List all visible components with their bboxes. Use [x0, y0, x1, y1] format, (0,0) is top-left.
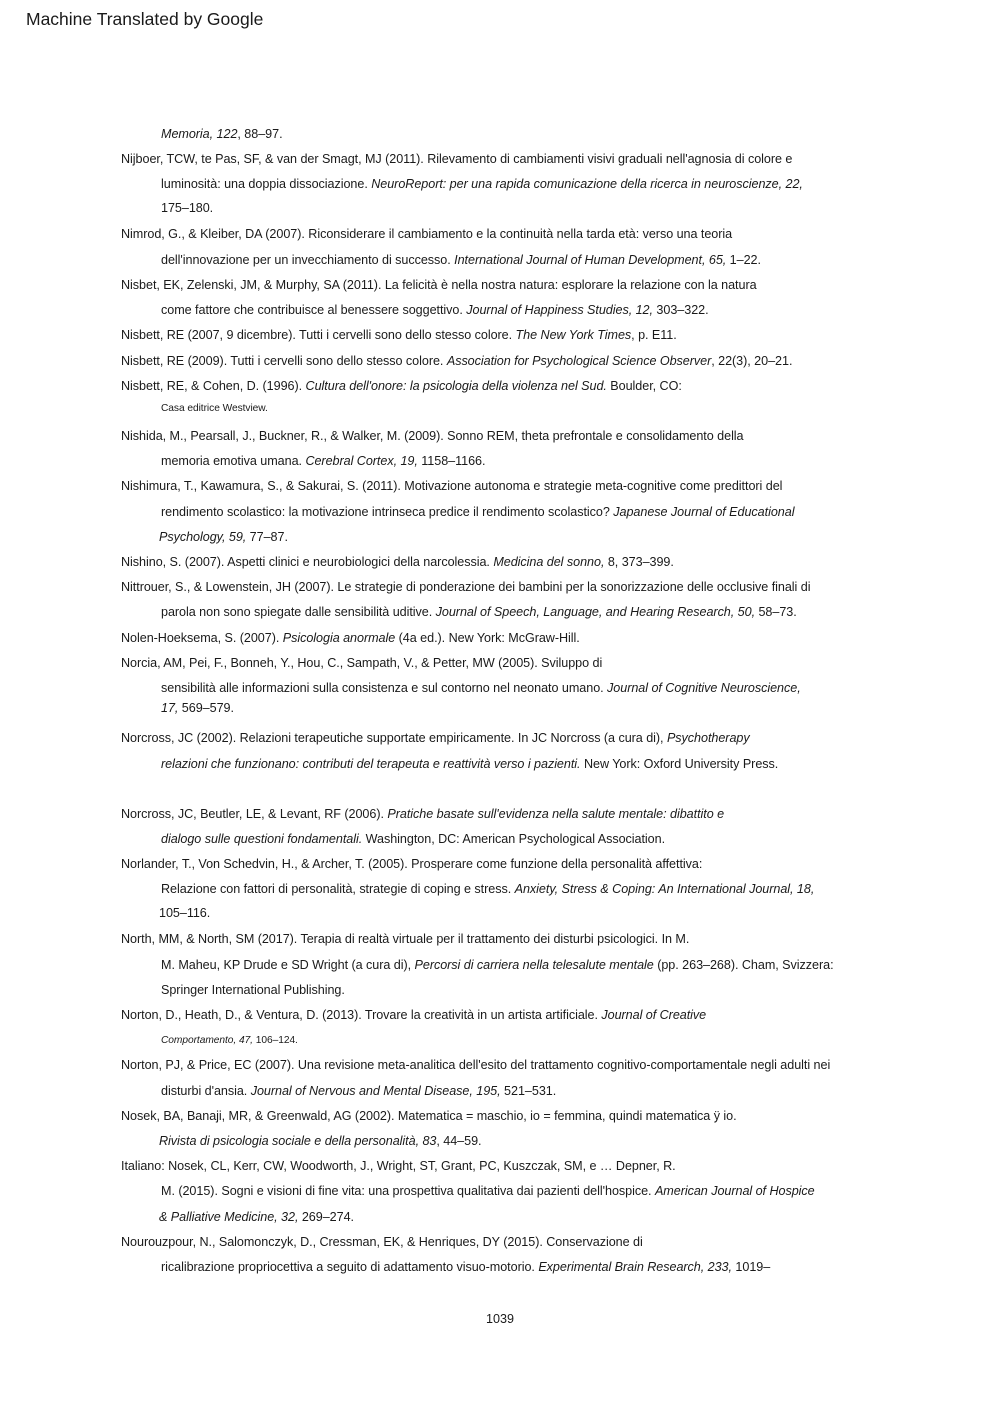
text: Norcross, JC, Beutler, LE, & Levant, RF (2006).	[121, 807, 388, 821]
italic-text: & Palliative Medicine, 32,	[159, 1210, 299, 1224]
italic-text: Pratiche basate sull'evidenza nella salute mentale: dibattito e	[387, 807, 725, 821]
italic-text: 17,	[161, 701, 179, 715]
italic-text: Journal of Nervous and Mental Disease, 195,	[250, 1084, 501, 1098]
italic-text: Japanese Journal of Educational	[613, 505, 795, 519]
text: dell'innovazione per un invecchiamento di successo.	[161, 253, 455, 267]
text: 521–531.	[500, 1084, 557, 1098]
text: Nishimura, T., Kawamura, S., & Sakurai, S. (2011). Motivazione autonoma e strategie meta-cognitive come predittori del	[121, 479, 783, 493]
italic-text: Rivista di psicologia sociale e della personalità, 83	[159, 1134, 437, 1148]
italic-text: Comportamento, 47,	[161, 1035, 253, 1046]
italic-text: American Journal of Hospice	[654, 1184, 815, 1198]
italic-text: Anxiety, Stress & Coping: An International Journal, 18,	[514, 882, 815, 896]
italic-text: Memoria, 122	[161, 127, 238, 141]
text: 1–22.	[726, 253, 761, 267]
italic-text: Psicologia anormale	[282, 631, 396, 645]
reference-line	[121, 579, 810, 595]
text: Casa editrice Westview.	[161, 403, 268, 414]
reference-line	[121, 478, 782, 494]
italic-text: Journal of Happiness Studies, 12,	[466, 303, 653, 317]
italic-text: Journal of Creative	[601, 1008, 707, 1022]
page-number: 1039	[485, 1312, 515, 1326]
text: Italiano: Nosek, CL, Kerr, CW, Woodworth, J., Wright, ST, Grant, PC, Kuszczak, SM, e … Depner, R.	[121, 1159, 676, 1173]
reference-line	[161, 881, 814, 897]
reference-line	[121, 1057, 830, 1073]
reference-line	[159, 1133, 482, 1149]
reference-line	[161, 1183, 815, 1199]
text: Nishino, S. (2007). Aspetti clinici e neurobiologici della narcolessia.	[121, 555, 494, 569]
text: Nittrouer, S., & Lowenstein, JH (2007). Le strategie di ponderazione dei bambini per la sonorizzazione delle occlusive finali di	[121, 580, 811, 594]
text: parola non sono spiegate dalle sensibilità uditive.	[161, 605, 436, 619]
reference-line	[161, 176, 803, 192]
text: (4a ed.). New York: McGraw-Hill.	[395, 631, 580, 645]
text: 1019–	[731, 1260, 771, 1274]
text: Norcross, JC (2002). Relazioni terapeutiche supportate empiricamente. In JC Norcross (a cura di),	[121, 731, 667, 745]
text: Washington, DC: American Psychological Association.	[362, 832, 666, 846]
reference-line	[121, 806, 724, 822]
text: memoria emotiva umana.	[161, 454, 306, 468]
text: 1158–1166.	[417, 454, 486, 468]
reference-line	[121, 151, 792, 167]
italic-text: Cerebral Cortex, 19,	[305, 454, 418, 468]
text: , 44–59.	[436, 1134, 482, 1148]
reference-line	[161, 982, 345, 998]
italic-text: Association for Psychological Science Observer	[446, 354, 712, 368]
italic-text: Percorsi di carriera nella telesalute mentale	[414, 958, 654, 972]
reference-line	[161, 604, 797, 620]
text: Nolen-Hoeksema, S. (2007).	[121, 631, 283, 645]
text: Nosek, BA, Banaji, MR, & Greenwald, AG (2002). Matematica = maschio, io = femmina, quindi matematica ÿ io.	[121, 1109, 737, 1123]
reference-line	[121, 1007, 706, 1023]
reference-line	[161, 401, 268, 417]
reference-line	[121, 630, 580, 646]
reference-line	[161, 680, 801, 696]
text: 105–116.	[159, 906, 211, 920]
reference-line	[161, 252, 761, 268]
reference-line	[121, 856, 702, 872]
reference-line	[121, 428, 744, 444]
text: North, MM, & North, SM (2017). Terapia di realtà virtuale per il trattamento dei disturbi psicologici. In M.	[121, 932, 690, 946]
text: luminosità: una doppia dissociazione.	[161, 177, 372, 191]
reference-line	[121, 327, 677, 343]
text: come fattore che contribuisce al benessere soggettivo.	[161, 303, 467, 317]
reference-line	[161, 1259, 770, 1275]
reference-line	[121, 554, 674, 570]
reference-line	[121, 1158, 676, 1174]
reference-line	[161, 504, 794, 520]
text: Norton, D., Heath, D., & Ventura, D. (2013). Trovare la creatività in un artista artificiale.	[121, 1008, 602, 1022]
text: Boulder, CO:	[606, 379, 682, 393]
text: 8, 373–399.	[604, 555, 674, 569]
text: Norcia, AM, Pei, F., Bonneh, Y., Hou, C., Sampath, V., & Petter, MW (2005). Sviluppo di	[121, 656, 603, 670]
reference-line	[161, 453, 485, 469]
text: 269–274.	[298, 1210, 354, 1224]
reference-line	[161, 1083, 556, 1099]
text: Nisbett, RE (2009). Tutti i cervelli sono dello stesso colore.	[121, 354, 447, 368]
reference-line	[159, 905, 210, 921]
reference-line	[121, 1108, 737, 1124]
italic-text: dialogo sulle questioni fondamentali.	[161, 832, 363, 846]
text: 175–180.	[161, 201, 214, 215]
italic-text: International Journal of Human Development, 65,	[454, 253, 727, 267]
italic-text: The New York Times	[515, 328, 632, 342]
italic-text: Journal of Cognitive Neuroscience,	[607, 681, 801, 695]
italic-text: Journal of Speech, Language, and Hearing Research, 50,	[435, 605, 756, 619]
italic-text: relazioni che funzionano: contributi del terapeuta e reattività verso i pazienti.	[161, 757, 581, 771]
reference-line	[121, 353, 792, 369]
italic-text: Medicina del sonno,	[493, 555, 605, 569]
text: 77–87.	[246, 530, 288, 544]
reference-line	[121, 226, 732, 242]
text: (pp. 263–268). Cham, Svizzera:	[653, 958, 834, 972]
text: Nisbet, EK, Zelenski, JM, & Murphy, SA (2011). La felicità è nella nostra natura: esplorare la relazione con la natura	[121, 278, 757, 292]
reference-line	[121, 277, 757, 293]
text: sensibilità alle informazioni sulla consistenza e sul contorno nel neonato umano.	[161, 681, 608, 695]
reference-line	[121, 1234, 643, 1250]
reference-line	[161, 302, 709, 318]
italic-text: Cultura dell'onore: la psicologia della violenza nel Sud.	[305, 379, 607, 393]
text: Nijboer, TCW, te Pas, SF, & van der Smagt, MJ (2011). Rilevamento di cambiamenti visivi graduali nell'agnosia di colore e	[121, 152, 793, 166]
text: Nourouzpour, N., Salomonczyk, D., Cressman, EK, & Henriques, DY (2015). Conservazione di	[121, 1235, 643, 1249]
reference-line	[159, 1209, 354, 1225]
text: Relazione con fattori di personalità, strategie di coping e stress.	[161, 882, 515, 896]
text: M. Maheu, KP Drude e SD Wright (a cura di),	[161, 958, 415, 972]
reference-line	[161, 756, 778, 772]
reference-line	[161, 957, 834, 973]
text: New York: Oxford University Press.	[580, 757, 779, 771]
text: , 88–97.	[237, 127, 283, 141]
italic-text: Experimental Brain Research, 233,	[538, 1260, 732, 1274]
reference-line	[121, 378, 682, 394]
reference-line	[121, 931, 689, 947]
text: Norton, PJ, & Price, EC (2007). Una revisione meta-analitica dell'esito del trattamento cognitivo-comportamentale negli adulti nei	[121, 1058, 831, 1072]
text: 569–579.	[178, 701, 234, 715]
text: M. (2015). Sogni e visioni di fine vita: una prospettiva qualitativa dai pazienti dell'hospice.	[161, 1184, 655, 1198]
text: Nisbett, RE (2007, 9 dicembre). Tutti i cervelli sono dello stesso colore.	[121, 328, 516, 342]
text: Nimrod, G., & Kleiber, DA (2007). Riconsiderare il cambiamento e la continuità nella tarda età: verso una teoria	[121, 227, 733, 241]
reference-line	[121, 655, 602, 671]
italic-text: NeuroReport: per una rapida comunicazione della ricerca in neuroscienze, 22,	[371, 177, 803, 191]
text: Nishida, M., Pearsall, J., Buckner, R., & Walker, M. (2009). Sonno REM, theta prefrontale e consolidamento della	[121, 429, 744, 443]
text: Springer International Publishing.	[161, 983, 345, 997]
text: ricalibrazione propriocettiva a seguito di adattamento visuo-motorio.	[161, 1260, 539, 1274]
text: 106–124.	[252, 1035, 298, 1046]
reference-line	[161, 831, 665, 847]
text: 58–73.	[755, 605, 797, 619]
reference-line	[159, 529, 288, 545]
text: Norlander, T., Von Schedvin, H., & Archer, T. (2005). Prosperare come funzione della personalità affettiva:	[121, 857, 703, 871]
text: 303–322.	[652, 303, 709, 317]
text: Nisbett, RE, & Cohen, D. (1996).	[121, 379, 306, 393]
italic-text: Psychology, 59,	[159, 530, 247, 544]
reference-line	[161, 700, 234, 716]
text: disturbi d'ansia.	[161, 1084, 251, 1098]
machine-translation-banner: Machine Translated by Google	[26, 9, 264, 29]
reference-line	[161, 126, 283, 142]
reference-line	[161, 200, 213, 216]
text: , 22(3), 20–21.	[711, 354, 793, 368]
reference-line	[161, 1033, 298, 1049]
text: rendimento scolastico: la motivazione intrinseca predice il rendimento scolastico?	[161, 505, 614, 519]
text: , p. E11.	[631, 328, 677, 342]
italic-text: Psychotherapy	[666, 731, 750, 745]
reference-line	[121, 730, 750, 746]
